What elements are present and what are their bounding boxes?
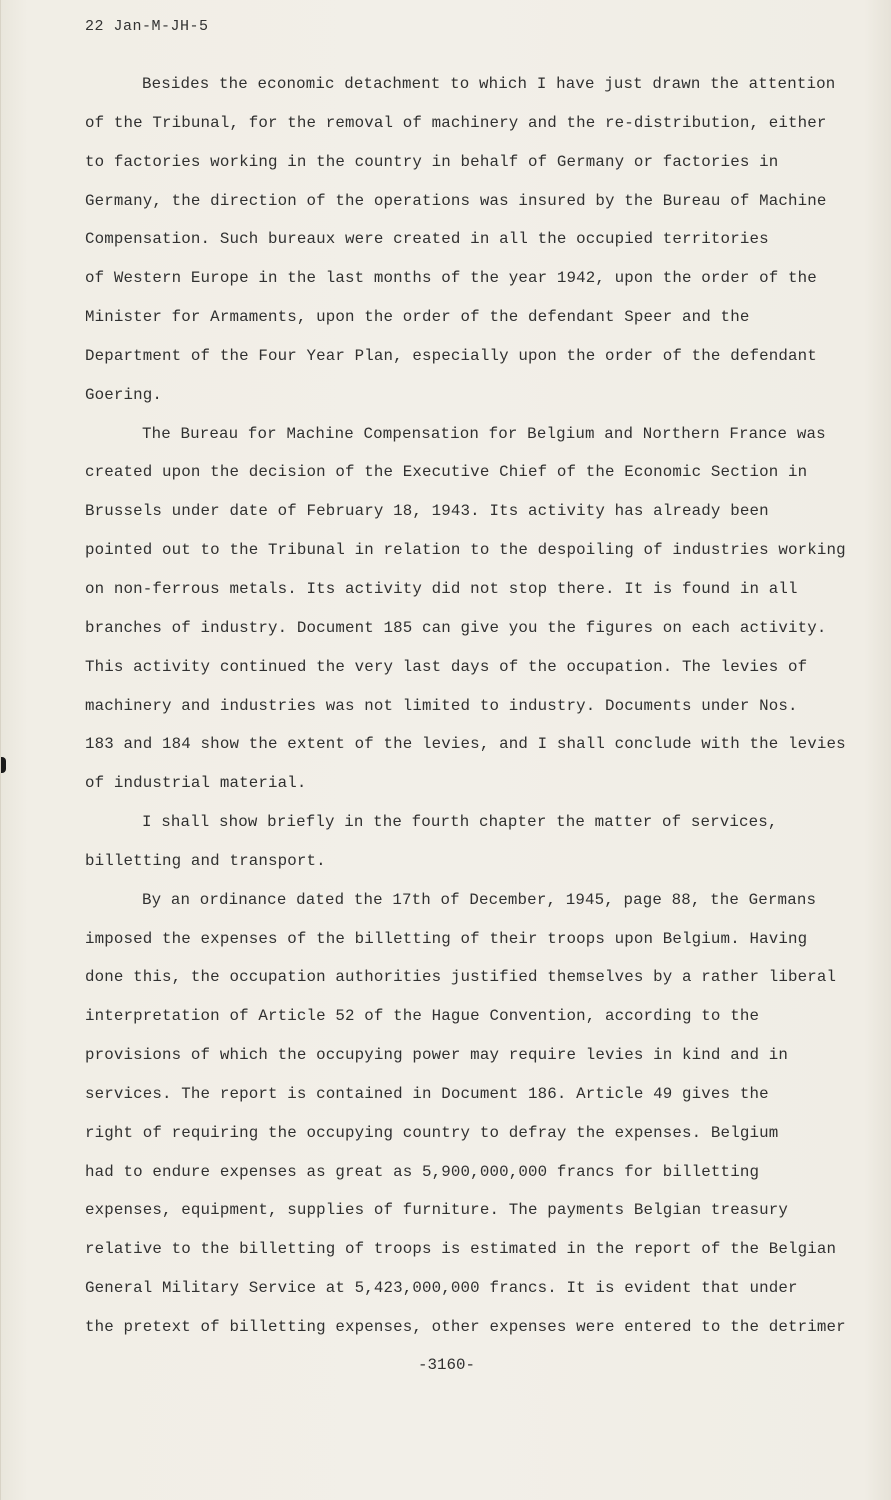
text-line: done this, the occupation authorities justified themselves by a rather liberal — [85, 968, 837, 987]
text-line: of industrial material. — [85, 774, 307, 793]
text-line: to factories working in the country in behalf of Germany or factories in — [85, 152, 779, 171]
text-line: Besides the economic detachment to which I have just drawn the attention — [142, 75, 836, 93]
text-line: services. The report is contained in Document 186. Article 49 gives the — [85, 1084, 769, 1103]
page-number: -3160- — [418, 1356, 475, 1374]
text-line: Compensation. Such bureaux were created in all the occupied territories — [85, 230, 769, 249]
text-line: right of requiring the occupying country to defray the expenses. Belgium — [85, 1123, 779, 1142]
text-line: relative to the billetting of troops is estimated in the report of the Belgian — [85, 1240, 837, 1259]
text-line: General Military Service at 5,423,000,000 francs. It is evident that under — [85, 1279, 798, 1298]
text-line: Brussels under date of February 18, 1943. Its activity has already been — [85, 502, 769, 521]
text-line: This activity continued the very last days of the occupation. The levies of — [85, 657, 808, 676]
text-line: pointed out to the Tribunal in relation to the despoiling of industries working — [85, 541, 846, 560]
text-line: of Western Europe in the last months of the year 1942, upon the order of the — [85, 269, 817, 288]
text-line: By an ordinance dated the 17th of December, 1945, page 88, the Germans — [142, 890, 817, 909]
document-body — [85, 69, 855, 1351]
text-line: the pretext of billetting expenses, other expenses were entered to the detrimer — [85, 1318, 846, 1336]
text-line: Department of the Four Year Plan, especially upon the order of the defendant — [85, 346, 817, 365]
text-line: I shall show briefly in the fourth chapter the matter of services, — [142, 813, 778, 832]
binding-mark — [1, 757, 6, 773]
text-line: interpretation of Article 52 of the Hague Convention, according to the — [85, 1007, 760, 1026]
text-line: Germany, the direction of the operations was insured by the Bureau of Machine — [85, 191, 827, 210]
text-line: The Bureau for Machine Compensation for Belgium and Northern France was — [142, 424, 826, 443]
text-line: Goering. — [85, 385, 163, 404]
text-line: billetting and transport. — [85, 851, 326, 870]
text-line: 183 and 184 show the extent of the levies, and I shall conclude with the levies — [85, 735, 846, 754]
text-line: imposed the expenses of the billetting of their troops upon Belgium. Having — [85, 929, 808, 948]
text-line: had to endure expenses as great as 5,900,000,000 francs for billetting — [85, 1162, 760, 1181]
text-line: Minister for Armaments, upon the order of the defendant Speer and the — [85, 308, 750, 327]
text-line: branches of industry. Document 185 can give you the figures on each activity. — [85, 618, 827, 637]
text-line: created upon the decision of the Executive Chief of the Economic Section in — [85, 463, 808, 482]
text-line: machinery and industries was not limited to industry. Documents under Nos. — [85, 696, 798, 715]
text-line: provisions of which the occupying power may require levies in kind and in — [85, 1046, 788, 1065]
text-line: of the Tribunal, for the removal of machinery and the re-distribution, either — [85, 113, 827, 132]
text-line: expenses, equipment, supplies of furniture. The payments Belgian treasury — [85, 1201, 788, 1220]
text-line: on non-ferrous metals. Its activity did not stop there. It is found in all — [85, 579, 798, 598]
document-header: 22 Jan-M-JH-5 — [85, 18, 209, 35]
